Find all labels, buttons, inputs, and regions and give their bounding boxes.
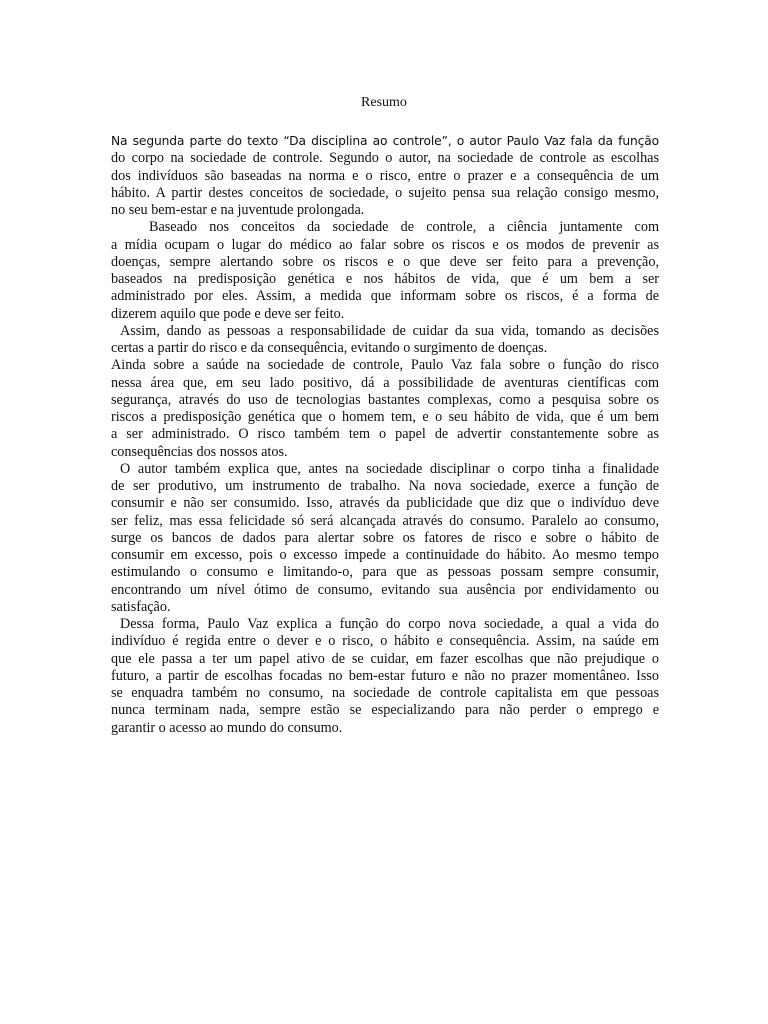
text-line: Ainda sobre a saúde na sociedade de controle, Paulo Vaz fala sobre o função do risco: [111, 357, 659, 374]
text-line: do corpo na sociedade de controle. Segundo o autor, na sociedade de controle as escolhas: [111, 150, 659, 167]
text-line: se enquadra também no consumo, na sociedade de controle capitalista em que pessoas: [111, 685, 659, 701]
text-line: ser feliz, mas essa felicidade só será alcançada através do consumo. Paralelo ao consumo,: [111, 512, 659, 529]
text-line: consumir e não ser consumido. Isso, através da publicidade que diz que o indivíduo deve: [111, 495, 659, 512]
text-line: nunca terminam nada, sempre estão se especializando para não perder o emprego e: [111, 702, 659, 719]
text-line: riscos a predisposição genética que o homem tem, e o seu hábito de vida, que é um bem: [111, 409, 659, 425]
text-line: certas a partir do risco e da consequência, evitando o surgimento de doenças.: [111, 340, 548, 356]
text-line: indivíduo é regida entre o dever e o risco, o hábito e consequência. Assim, na saúde em: [111, 633, 659, 650]
text-line: consequências dos nossos atos.: [111, 443, 288, 460]
document-body: [111, 133, 659, 737]
text-line: Baseado nos conceitos da sociedade de controle, a ciência juntamente com: [149, 219, 659, 236]
text-line: doenças, sempre alertando sobre os riscos e o que deve ser feito para a prevenção,: [111, 253, 659, 270]
text-line: estimulando o consumo e limitando-o, para que as pessoas possam sempre consumir,: [111, 564, 659, 581]
text-line: O autor também explica que, antes na sociedade disciplinar o corpo tinha a finalidade: [120, 460, 659, 477]
text-line: baseados na predisposição genética e nos hábitos de vida, que é um bem a ser: [111, 271, 659, 287]
text-line: que ele passa a ter um papel ativo de se cuidar, em fazer escolhas que não prejudique o: [111, 650, 659, 667]
text-line: a mídia ocupam o lugar do médico ao falar sobre os riscos e os modos de prevenir as: [111, 236, 659, 253]
text-line: consumir em excesso, pois o excesso impede a continuidade do hábito. Ao mesmo tempo: [111, 547, 659, 563]
text-line: Assim, dando as pessoas a responsabilidade de cuidar da sua vida, tomando as decisões: [120, 322, 659, 339]
text-line: Dessa forma, Paulo Vaz explica a função do corpo nova sociedade, a qual a vida do: [120, 616, 659, 632]
text-line: segurança, através do uso de tecnologias bastantes complexas, como a pesquisa sobre os: [111, 391, 659, 408]
text-line: surge os bancos de dados para alertar sobre os fatores de risco e sobre o hábito de: [111, 529, 659, 546]
text-line: nessa área que, em seu lado positivo, dá a possibilidade de aventuras científicas com: [111, 374, 659, 391]
text-line: de ser produtivo, um instrumento de trabalho. Na nova sociedade, exerce a função de: [111, 478, 659, 494]
text-line: garantir o acesso ao mundo do consumo.: [111, 719, 343, 736]
text-line: hábito. A partir destes conceitos de sociedade, o sujeito pensa sua relação consigo mesmo,: [111, 184, 659, 201]
text-line: encontrando um nível ótimo de consumo, evitando sua ausência por endividamento ou: [111, 581, 659, 598]
text-line: a ser administrado. O risco também tem o papel de advertir constantemente sobre as: [111, 426, 659, 443]
text-line: dos indivíduos são baseadas na norma e o risco, entre o prazer e a consequência de um: [111, 167, 659, 184]
text-line: Na segunda parte do texto “Da disciplina ao controle”, o autor Paulo Vaz fala da função: [111, 134, 659, 148]
text-line: futuro, a partir de escolhas focadas no bem-estar futuro e não no prazer momentâneo. Isso: [111, 667, 659, 684]
document-title: Resumo: [361, 95, 407, 110]
text-line: satisfação.: [111, 598, 171, 615]
text-line: dizerem aquilo que pode e deve ser feito.: [111, 305, 345, 322]
text-line: administrado por eles. Assim, a medida que informam sobre os riscos, é a forma de: [111, 288, 659, 305]
text-line: no seu bem-estar e na juventude prolongada.: [111, 202, 365, 218]
